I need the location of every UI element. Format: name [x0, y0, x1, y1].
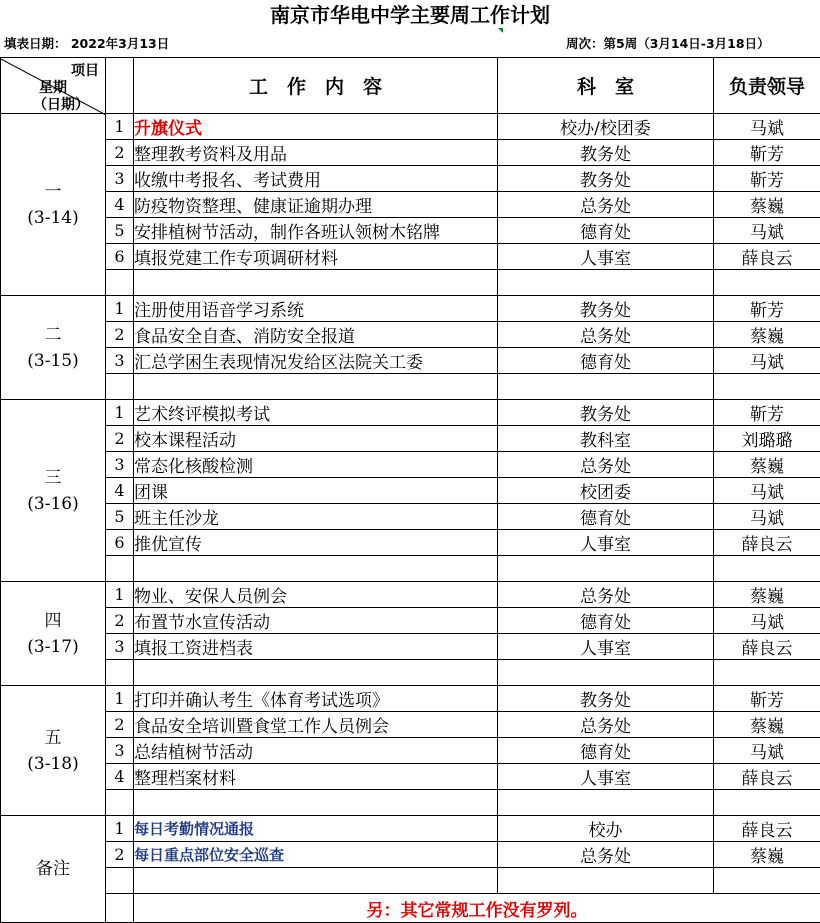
table-row — [1, 114, 820, 140]
table-row — [1, 634, 820, 660]
item-number: 4 — [106, 764, 134, 790]
remark-row — [1, 842, 820, 868]
day-cell — [1, 114, 106, 296]
item-department: 德育处 — [498, 738, 714, 764]
item-number: 5 — [106, 504, 134, 530]
item-number: 3 — [106, 348, 134, 374]
item-number: 1 — [106, 114, 134, 140]
remark-department: 校办 — [498, 816, 714, 842]
item-task-text: 整理档案材料 — [134, 769, 236, 789]
day-cell — [1, 400, 106, 582]
item-department: 德育处 — [498, 608, 714, 634]
sheet-title: 南京市华电中学主要周工作计划 — [0, 0, 820, 30]
item-task-text: 艺术终评模拟考试 — [134, 405, 270, 425]
item-task — [134, 530, 498, 556]
empty-row — [1, 270, 820, 296]
item-task — [134, 504, 498, 530]
day-cell — [1, 296, 106, 400]
item-task — [134, 296, 498, 322]
day-weekday: 二 — [1, 322, 105, 348]
footnote-row — [1, 894, 820, 923]
table-row — [1, 452, 820, 478]
empty-cell — [106, 270, 134, 296]
item-leader: 马斌 — [714, 738, 820, 764]
table-row — [1, 296, 820, 322]
item-department: 总务处 — [498, 322, 714, 348]
table-row — [1, 712, 820, 738]
empty-cell — [714, 556, 820, 582]
item-task — [134, 218, 498, 244]
remark-row — [1, 816, 820, 842]
table-row — [1, 504, 820, 530]
table-row — [1, 322, 820, 348]
empty-cell — [714, 374, 820, 400]
item-leader: 马斌 — [714, 608, 820, 634]
item-department: 教科室 — [498, 426, 714, 452]
item-leader: 薛良云 — [714, 244, 820, 270]
item-department: 教务处 — [498, 686, 714, 712]
remarks-label: 备注 — [1, 816, 106, 923]
table-row — [1, 166, 820, 192]
item-number: 3 — [106, 166, 134, 192]
item-task — [134, 322, 498, 348]
item-task-text: 物业、安保人员例会 — [134, 587, 287, 607]
table-row — [1, 426, 820, 452]
empty-cell — [498, 556, 714, 582]
table-row — [1, 764, 820, 790]
day-date: (3-14) — [1, 205, 105, 231]
item-task — [134, 634, 498, 660]
item-leader: 靳芳 — [714, 140, 820, 166]
empty-row — [1, 374, 820, 400]
day-weekday: 三 — [1, 465, 105, 491]
item-number: 1 — [106, 400, 134, 426]
corner-item-label: 项目 — [71, 60, 99, 80]
item-department: 教务处 — [498, 166, 714, 192]
table-row — [1, 192, 820, 218]
remark-task-text: 每日重点部位安全巡查 — [134, 846, 284, 864]
item-task-text: 安排植树节活动，制作各班认领树木铭牌 — [134, 223, 440, 243]
header-content: 工 作 内 容 — [134, 58, 498, 114]
item-number: 2 — [106, 140, 134, 166]
item-task-text: 推优宣传 — [134, 535, 202, 555]
header-department: 科 室 — [498, 58, 714, 114]
item-task-text: 总结植树节活动 — [134, 743, 253, 763]
item-task-text: 常态化核酸检测 — [134, 457, 253, 477]
item-leader: 薛良云 — [714, 634, 820, 660]
item-department: 教务处 — [498, 296, 714, 322]
item-department: 教务处 — [498, 140, 714, 166]
empty-cell — [106, 374, 134, 400]
table-row — [1, 218, 820, 244]
day-date: (3-16) — [1, 491, 105, 517]
remark-task — [134, 816, 498, 842]
remark-leader: 蔡巍 — [714, 842, 820, 868]
empty-cell — [106, 868, 134, 894]
item-leader: 蔡巍 — [714, 322, 820, 348]
empty-cell — [134, 660, 498, 686]
remark-task — [134, 842, 498, 868]
item-leader: 马斌 — [714, 348, 820, 374]
item-department: 德育处 — [498, 348, 714, 374]
item-task — [134, 426, 498, 452]
item-number: 2 — [106, 426, 134, 452]
item-task — [134, 452, 498, 478]
item-leader: 靳芳 — [714, 400, 820, 426]
item-number: 2 — [106, 322, 134, 348]
item-number: 4 — [106, 478, 134, 504]
item-leader: 蔡巍 — [714, 712, 820, 738]
item-department: 总务处 — [498, 452, 714, 478]
remark-leader: 薛良云 — [714, 816, 820, 842]
item-task-text: 防疫物资整理、健康证逾期办理 — [134, 197, 372, 217]
item-task — [134, 114, 498, 140]
item-task-text: 班主任沙龙 — [134, 509, 219, 529]
empty-row — [1, 660, 820, 686]
table-row — [1, 400, 820, 426]
footnote-number-cell — [106, 894, 134, 923]
corner-date-label: （日期） — [33, 94, 89, 114]
item-task-text: 注册使用语音学习系统 — [134, 301, 304, 321]
empty-cell — [714, 660, 820, 686]
item-task-text: 升旗仪式 — [134, 119, 202, 139]
item-task-text: 校本课程活动 — [134, 431, 236, 451]
item-leader: 刘璐璐 — [714, 426, 820, 452]
empty-cell — [498, 374, 714, 400]
header-corner — [1, 58, 106, 114]
table-row — [1, 738, 820, 764]
item-number: 3 — [106, 738, 134, 764]
day-cell — [1, 686, 106, 816]
day-date: (3-18) — [1, 751, 105, 777]
item-task — [134, 140, 498, 166]
day-date: (3-17) — [1, 634, 105, 660]
cell-comment-marker — [498, 28, 503, 33]
item-task — [134, 738, 498, 764]
item-leader: 蔡巍 — [714, 192, 820, 218]
header-leader: 负责领导 — [714, 58, 820, 114]
item-leader: 薛良云 — [714, 530, 820, 556]
item-number: 3 — [106, 452, 134, 478]
header-number — [106, 58, 134, 114]
item-department: 校办/校团委 — [498, 114, 714, 140]
empty-cell — [134, 270, 498, 296]
item-task-text: 食品安全培训暨食堂工作人员例会 — [134, 717, 389, 737]
fill-date: 填表日期： 2022年3月13日 — [4, 31, 169, 57]
plan-table — [0, 57, 820, 923]
remark-number: 2 — [106, 842, 134, 868]
day-weekday: 一 — [1, 179, 105, 205]
empty-row — [1, 868, 820, 894]
day-cell — [1, 582, 106, 686]
remark-task-text: 每日考勤情况通报 — [134, 820, 254, 838]
empty-cell — [134, 868, 498, 894]
empty-cell — [498, 270, 714, 296]
empty-cell — [714, 790, 820, 816]
item-task-text: 填报党建工作专项调研材料 — [134, 249, 338, 269]
item-number: 6 — [106, 244, 134, 270]
empty-cell — [106, 556, 134, 582]
item-department: 教务处 — [498, 400, 714, 426]
empty-cell — [134, 556, 498, 582]
item-leader: 蔡巍 — [714, 452, 820, 478]
table-row — [1, 582, 820, 608]
item-task — [134, 608, 498, 634]
empty-row — [1, 790, 820, 816]
item-task-text: 收缴中考报名、考试费用 — [134, 171, 321, 191]
item-department: 校团委 — [498, 478, 714, 504]
item-task-text: 布置节水宣传活动 — [134, 613, 270, 633]
item-department: 总务处 — [498, 192, 714, 218]
item-number: 2 — [106, 712, 134, 738]
item-department: 人事室 — [498, 634, 714, 660]
table-row — [1, 140, 820, 166]
item-number: 1 — [106, 686, 134, 712]
day-date: (3-15) — [1, 348, 105, 374]
item-department: 德育处 — [498, 504, 714, 530]
item-task-text: 填报工资进档表 — [134, 639, 253, 659]
item-task — [134, 348, 498, 374]
footnote: 另：其它常规工作没有罗列。 — [134, 894, 820, 923]
item-task — [134, 712, 498, 738]
empty-cell — [106, 660, 134, 686]
table-row — [1, 244, 820, 270]
item-task-text: 食品安全自查、消防安全报道 — [134, 327, 355, 347]
item-leader: 马斌 — [714, 504, 820, 530]
item-task — [134, 244, 498, 270]
item-number: 6 — [106, 530, 134, 556]
item-number: 1 — [106, 296, 134, 322]
empty-cell — [498, 868, 714, 894]
item-department: 人事室 — [498, 764, 714, 790]
item-leader: 靳芳 — [714, 296, 820, 322]
table-row — [1, 686, 820, 712]
day-weekday: 五 — [1, 725, 105, 751]
item-number: 3 — [106, 634, 134, 660]
item-leader: 薛良云 — [714, 764, 820, 790]
item-task — [134, 192, 498, 218]
item-leader: 马斌 — [714, 218, 820, 244]
item-task — [134, 686, 498, 712]
item-task — [134, 582, 498, 608]
remark-number: 1 — [106, 816, 134, 842]
item-number: 4 — [106, 192, 134, 218]
empty-cell — [714, 868, 820, 894]
empty-cell — [714, 270, 820, 296]
empty-cell — [134, 790, 498, 816]
item-task — [134, 166, 498, 192]
item-leader: 蔡巍 — [714, 582, 820, 608]
item-number: 2 — [106, 608, 134, 634]
empty-cell — [498, 790, 714, 816]
item-leader: 马斌 — [714, 478, 820, 504]
item-task — [134, 764, 498, 790]
item-task — [134, 400, 498, 426]
item-department: 人事室 — [498, 530, 714, 556]
empty-cell — [134, 374, 498, 400]
item-department: 总务处 — [498, 582, 714, 608]
empty-cell — [106, 790, 134, 816]
table-row — [1, 348, 820, 374]
item-task-text: 团课 — [134, 483, 168, 503]
item-leader: 靳芳 — [714, 686, 820, 712]
item-department: 德育处 — [498, 218, 714, 244]
item-department: 人事室 — [498, 244, 714, 270]
table-row — [1, 478, 820, 504]
item-number: 1 — [106, 582, 134, 608]
corner-weekday-label: 星期 — [39, 77, 67, 97]
item-department: 总务处 — [498, 712, 714, 738]
empty-row — [1, 556, 820, 582]
item-task-text: 整理教考资料及用品 — [134, 145, 287, 165]
table-row — [1, 608, 820, 634]
empty-cell — [498, 660, 714, 686]
table-header-row — [1, 58, 820, 114]
day-weekday: 四 — [1, 608, 105, 634]
item-task-text: 打印并确认考生《体育考试选项》 — [134, 691, 389, 711]
item-number: 5 — [106, 218, 134, 244]
item-leader: 靳芳 — [714, 166, 820, 192]
table-row — [1, 530, 820, 556]
item-task-text: 汇总学困生表现情况发给区法院关工委 — [134, 353, 423, 373]
plan-body — [1, 114, 820, 923]
remark-department: 总务处 — [498, 842, 714, 868]
item-task — [134, 478, 498, 504]
item-leader: 马斌 — [714, 114, 820, 140]
week-info: 周次：第5周（3月14日-3月18日） — [566, 31, 770, 57]
